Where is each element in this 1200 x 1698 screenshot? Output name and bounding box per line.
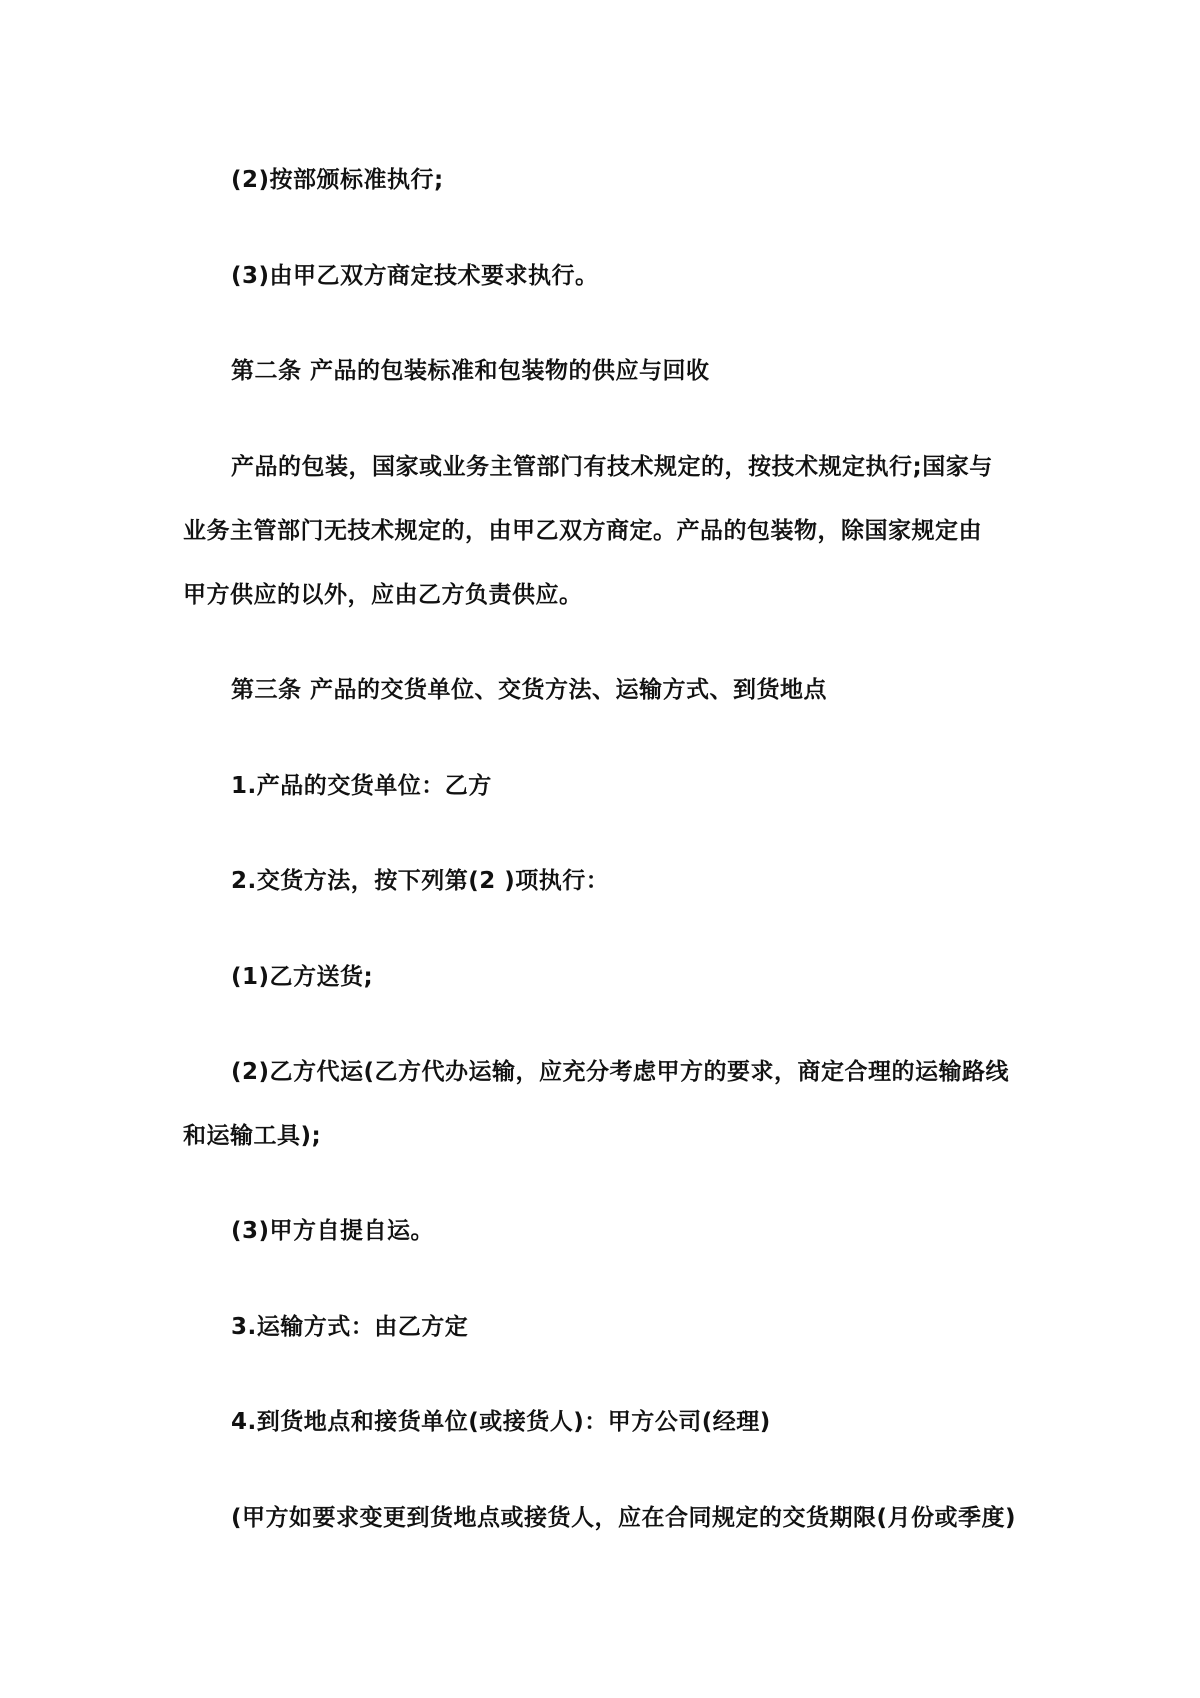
delivery-option-2-line-2: 和运输工具); [183,1123,322,1149]
article-2-paragraph-line-3: 甲方供应的以外，应由乙方负责供应。 [183,582,583,608]
destination-item: 4.到货地点和接货单位(或接货人)：甲方公司(经理) [231,1409,771,1435]
delivery-option-2-line-1: (2)乙方代运(乙方代办运输，应充分考虑甲方的要求，商定合理的运输路线 [231,1059,1010,1085]
clause-item-3-negotiated: (3)由甲乙双方商定技术要求执行。 [231,263,599,289]
article-3-heading: 第三条 产品的交货单位、交货方法、运输方式、到货地点 [231,677,828,703]
transport-method-item: 3.运输方式：由乙方定 [231,1314,469,1340]
delivery-option-3: (3)甲方自提自运。 [231,1218,435,1244]
delivery-unit-item: 1.产品的交货单位：乙方 [231,773,492,799]
article-2-heading: 第二条 产品的包装标准和包装物的供应与回收 [231,358,710,384]
delivery-option-1: (1)乙方送货; [231,964,374,990]
delivery-method-item: 2.交货方法，按下列第(2 )项执行： [231,868,610,894]
clause-item-2-standard: (2)按部颁标准执行; [231,167,444,193]
article-2-paragraph-line-2: 业务主管部门无技术规定的，由甲乙双方商定。产品的包装物，除国家规定由 [183,518,982,544]
change-request-note: (甲方如要求变更到货地点或接货人，应在合同规定的交货期限(月份或季度) [231,1505,1017,1531]
article-2-paragraph-line-1: 产品的包装，国家或业务主管部门有技术规定的，按技术规定执行;国家与 [231,454,993,480]
